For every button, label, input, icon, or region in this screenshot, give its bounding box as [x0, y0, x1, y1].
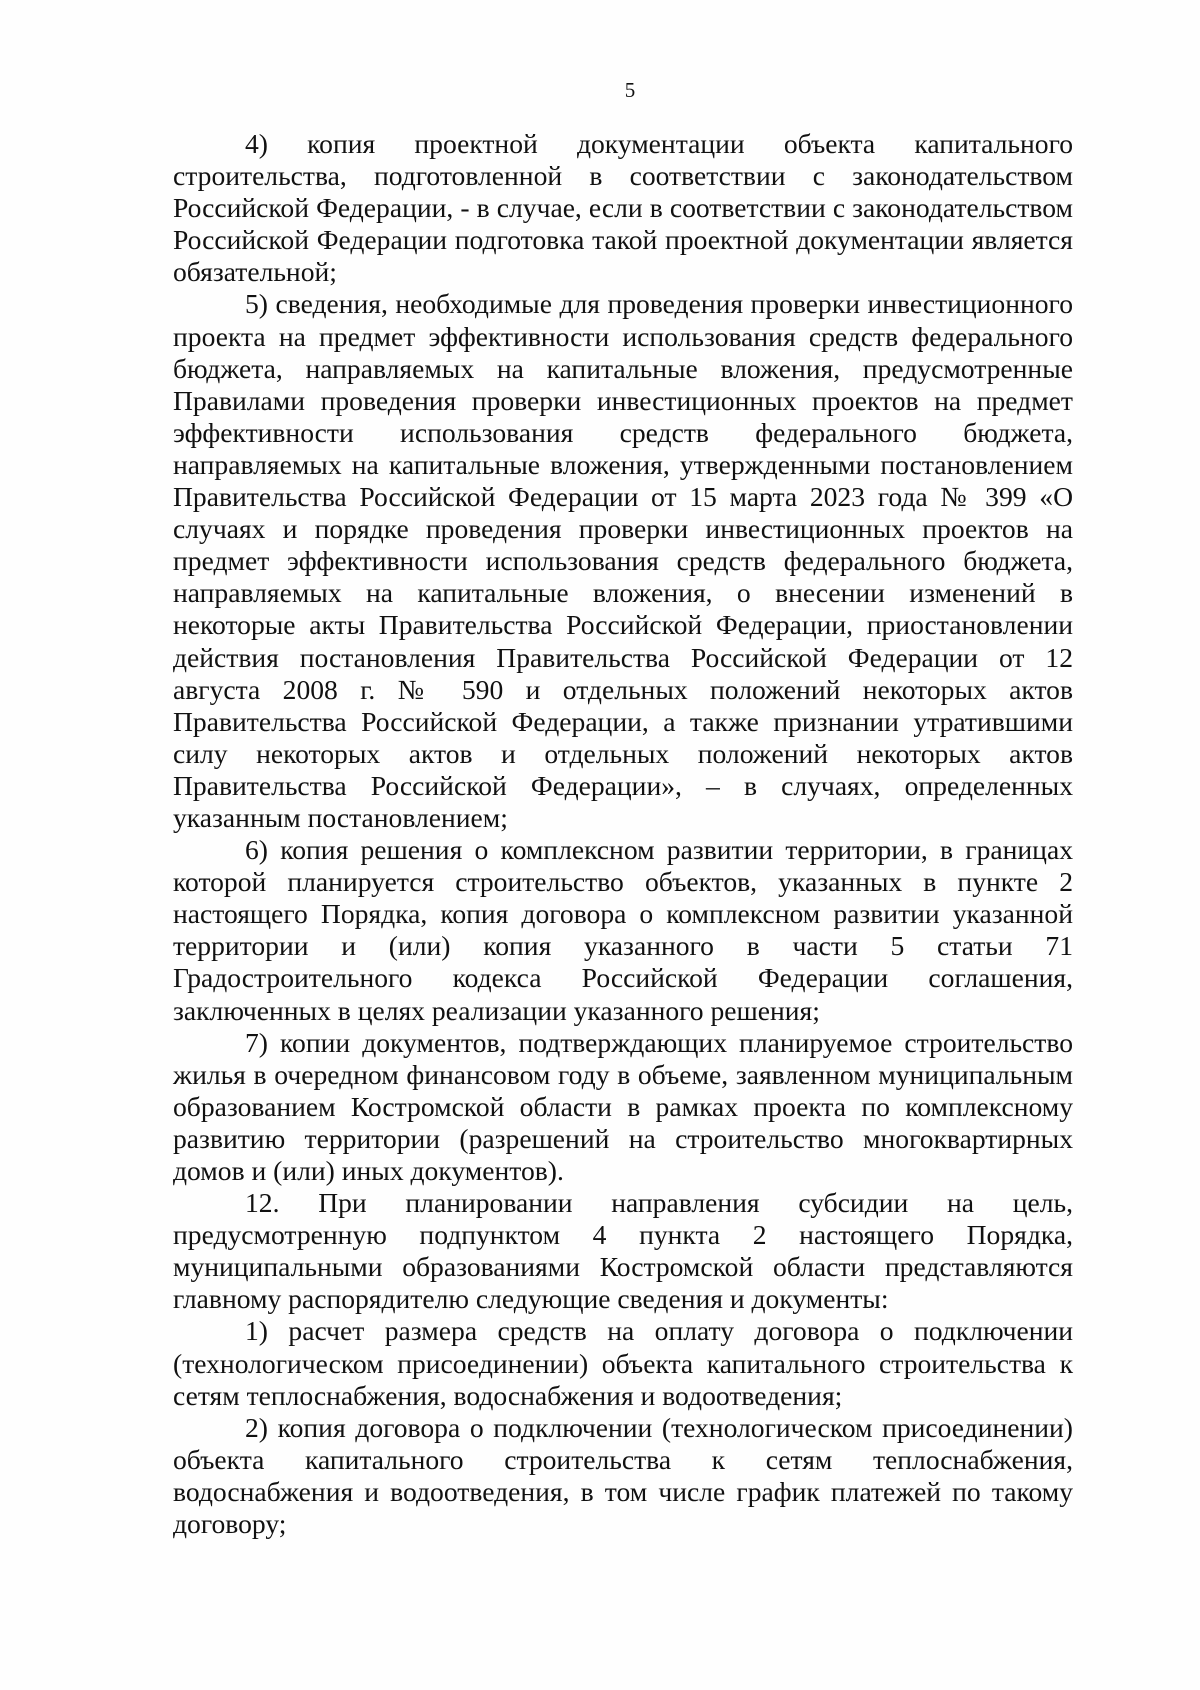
paragraph-item-5: 5) сведения, необходимые для проведения проверки инвестиционного проекта на предмет эффективности использования средств федерального бюджета, направляемых на капитальные вложения, предусмотренные Правилами проведения проверки инвестиционных проектов на предмет эффективности использования средств федерального бюджета, направляемых на капитальные вложения, утвержденными постановлением Правительства Российской Федерации от 15 марта 2023 года № 399 «О случаях и порядке проведения проверки инвестиционных проектов на предмет эффективности использования средств федерального бюджета, направляемых на капитальные вложения, о внесении изменений в некоторые акты Правительства Российской Федерации, приостановлении действия постановления Правительства Российской Федерации от 12 августа 2008 г. № 590 и отдельных положений некоторых актов Правительства Российской Федерации, а также признании утратившими силу некоторых актов и отдельных положений некоторых актов Правительства Российской Федерации», – в случаях, определенных указанным постановлением; [173, 288, 1073, 833]
paragraph-item-6: 6) копия решения о комплексном развитии территории, в границах которой планируется строительство объектов, указанных в пункте 2 настоящего Порядка, копия договора о комплексном развитии указанной территории и (или) копия указанного в части 5 статьи 71 Градостроительного кодекса Российской Федерации соглашения, заключенных в целях реализации указанного решения; [173, 834, 1073, 1026]
paragraph-clause-12: 12. При планировании направления субсидии на цель, предусмотренную подпунктом 4 пункта 2 настоящего Порядка, муниципальными образованиями Костромской области представляются главному распорядителю следующие сведения и документы: [173, 1187, 1073, 1315]
paragraph-item-7: 7) копии документов, подтверждающих планируемое строительство жилья в очередном финансовом году в объеме, заявленном муниципальным образованием Костромской области в рамках проекта по комплексному развитию территории (разрешений на строительство многоквартирных домов и (или) иных документов). [173, 1026, 1073, 1186]
paragraph-item-2: 2) копия договора о подключении (технологическом присоединении) объекта капитального строительства к сетям теплоснабжения, водоснабжения и водоотведения, в том числе график платежей по такому договору; [173, 1411, 1073, 1540]
page-number: 5 [624, 78, 636, 102]
paragraph-item-1: 1) расчет размера средств на оплату договора о подключении (технологическом присоединении) объекта капитального строительства к сетям теплоснабжения, водоснабжения и водоотведения; [173, 1315, 1073, 1411]
document-body [173, 128, 1073, 1540]
paragraph-item-4: 4) копия проектной документации объекта капитального строительства, подготовленной в соответствии с законодательством Российской Федерации, - в случае, если в соответствии с законодательством Российской Федерации подготовка такой проектной документации является обязательной; [173, 128, 1073, 288]
